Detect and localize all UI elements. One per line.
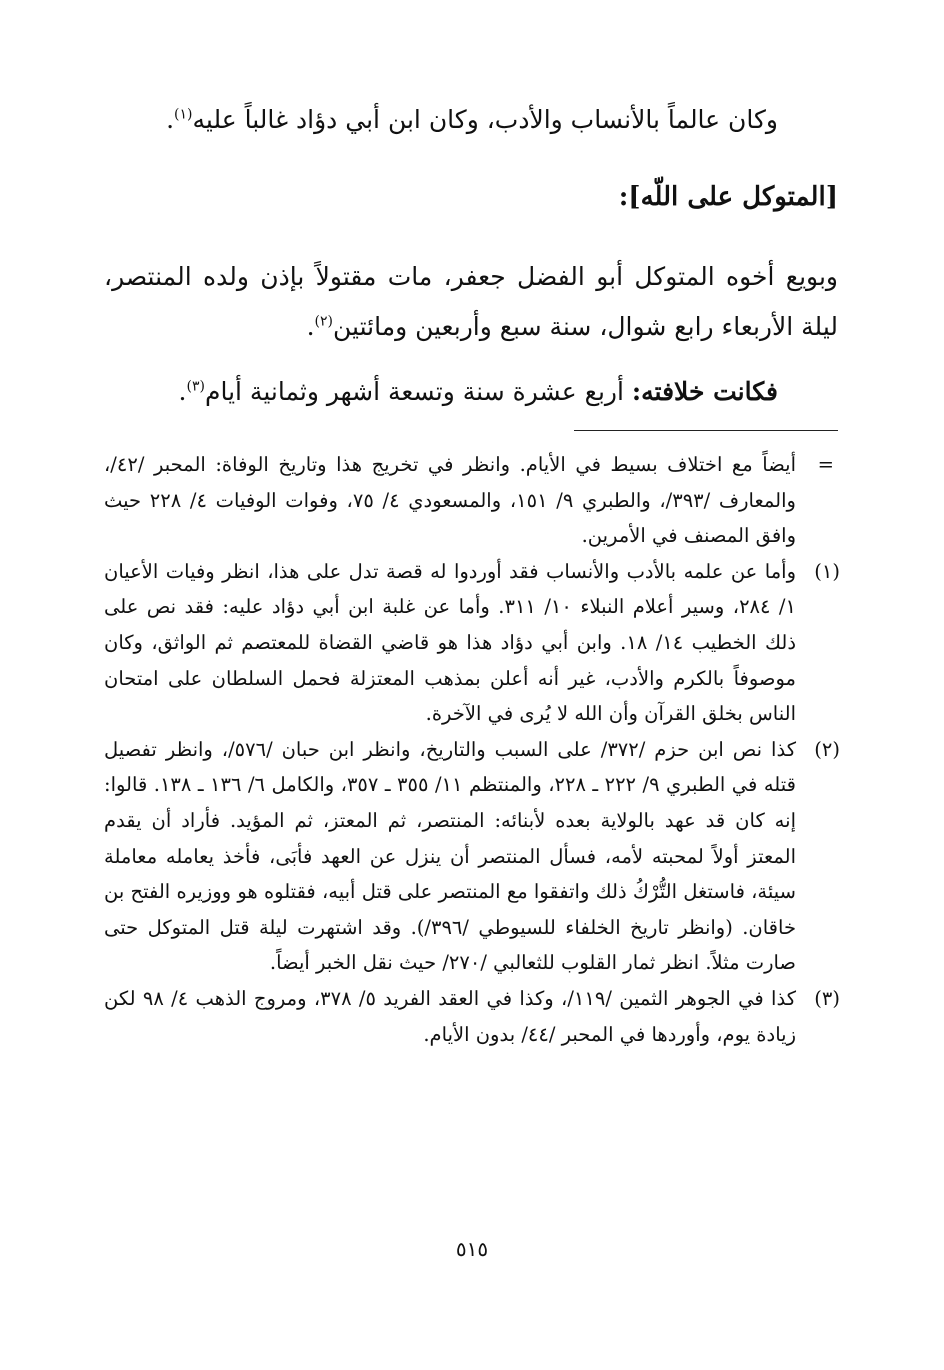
paragraph-1-text: وكان عالماً بالأنساب والأدب، وكان ابن أبي دؤاد غالباً عليه — [192, 105, 778, 134]
paragraph-2-end: . — [306, 312, 315, 341]
footnote-ref-2: (٢) — [314, 313, 333, 330]
footnote-2 — [104, 732, 840, 981]
footnote-mark: (٣) — [814, 986, 840, 1010]
section-heading: [المتوكل على اللّه]: — [618, 182, 838, 212]
footnote-text: كذا في الجوهر الثمين /١١٩/، وكذا في العقد الفريد ٥/ ٣٧٨، ومروج الذهب ٤/ ٩٨ لكن زيادة يوم، وأوردها في المحبر /٤٤/ بدون الأيام. — [104, 986, 796, 1046]
footnote-text: أيضاً مع اختلاف بسيط في الأيام. وانظر في تخريج هذا وتاريخ الوفاة: المحبر /٤٢/، والمعارف /٣٩٣/، والطبري ٩/ ١٥١، والمسعودي ٤/ ٧٥، وفوات الوفيات ٤/ ٢٢٨ حيث وافق المصنف في الأمرين. — [104, 453, 796, 548]
footnote-ref-3: (٣) — [186, 378, 205, 395]
paragraph-3-end: . — [178, 377, 187, 406]
footnote-3 — [104, 981, 840, 1052]
footnote-text: وأما عن علمه بالأدب والأنساب فقد أوردوا له قصة تدل على هذا، انظر وفيات الأعيان ١/ ٢٨٤، وسير أعلام النبلاء ١٠/ ٣١١. وأما عن غلبة ابن أبي دؤاد عليه: فقد نص على ذلك الخطيب ١٤/ ١٨. وابن أبي دؤاد هذا هو قاضي القضاة للمعتصم ثم الواثق، وكان موصوفاً بالكرم والأدب، غير أنه أعلن بمذهب المعتزلة فحمل السلطان على امتحان الناس بخلق القرآن وأن الله لا يُرى في الآخرة. — [104, 559, 797, 726]
footnotes — [104, 447, 840, 1052]
main-paragraph-2 — [104, 252, 838, 352]
footnote-continuation — [104, 447, 840, 554]
footnote-divider — [574, 430, 838, 431]
main-paragraph-1 — [160, 98, 778, 142]
footnote-mark: (٢) — [814, 737, 840, 761]
footnote-text: كذا نص ابن حزم /٣٧٢/ على السبب والتاريخ، وانظر ابن حبان /٥٧٦/، وانظر تفصيل قتله في الطبري ٩/ ٢٢٢ ـ ٢٢٨، والمنتظم ١١/ ٣٥٥ ـ ٣٥٧، والكامل ٦/ ١٣٦ ـ ١٣٨. قالوا: إنه كان قد عهد بالولاية بعده لأبنائه: المنتصر، ثم المعتز، ثم المؤيد. فأراد أن يقدم المعتز أولاً لمحبته لأمه، فسأل المنتصر أن ينزل عن العهد فأبَى، فأخذ يعامله معاملة سيئة، فاستغل التُّرْكُ ذلك واتفقوا مع المنتصر على قتل أبيه، فقتلوه هو ووزيره الفتح بن خاقان. (وانظر تاريخ الخلفاء للسيوطي /٣٩٦/). وقد اشتهرت ليلة قتل المتوكل حتى صارت مثلاً. انظر ثمار القلوب للثعالبي /٢٧٠/ حيث نقل الخبر أيضاً. — [104, 737, 796, 975]
footnote-mark: = — [817, 453, 834, 476]
footnote-mark: (١) — [814, 559, 840, 583]
paragraph-2-text: وبويع أخوه المتوكل أبو الفضل جعفر، مات مقتولاً بإذن ولده المنتصر، ليلة الأربعاء رابع شوال، سنة سبع وأربعين ومائتين — [104, 262, 838, 341]
caliphate-label: فكانت خلافته: — [631, 377, 778, 406]
paragraph-1-end: . — [166, 105, 175, 134]
footnote-ref-1: (١) — [174, 106, 193, 123]
page-number: ٥١٥ — [455, 1237, 489, 1261]
main-paragraph-3 — [160, 370, 778, 414]
paragraph-3-text: أربع عشرة سنة وتسعة أشهر وثمانية أيام — [204, 377, 632, 406]
footnote-1 — [104, 554, 840, 732]
